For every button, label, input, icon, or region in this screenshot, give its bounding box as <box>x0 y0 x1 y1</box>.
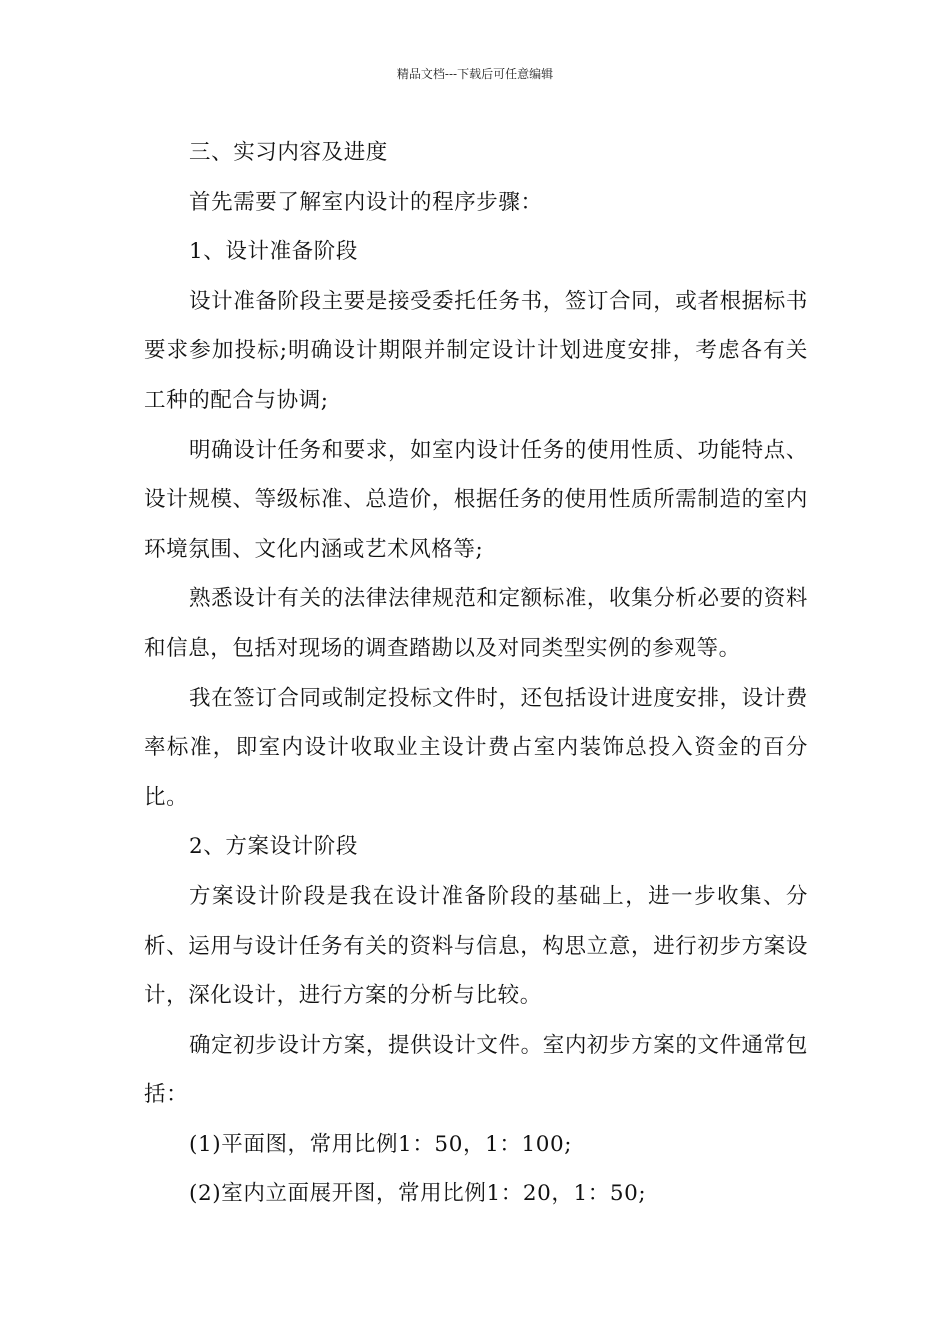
document-body <box>144 128 808 1219</box>
paragraph-preparation-1: 设计准备阶段主要是接受委托任务书，签订合同，或者根据标书要求参加投标;明确设计期限并制定设计计划进度安排，考虑各有关工种的配合与协调; <box>144 288 808 413</box>
list-item-1: (1)平面图，常用比例1：50，1：100; <box>189 1131 573 1157</box>
paragraph-scheme-1: 方案设计阶段是我在设计准备阶段的基础上，进一步收集、分析、运用与设计任务有关的资料与信息，构思立意，进行初步方案设计，深化设计，进行方案的分析与比较。 <box>144 883 808 1009</box>
paragraph-preparation-2: 明确设计任务和要求，如室内设计任务的使用性质、功能特点、设计规模、等级标准、总造价，根据任务的使用性质所需制造的室内环境氛围、文化内涵或艺术风格等; <box>144 437 808 562</box>
section-heading: 三、实习内容及进度 <box>189 140 388 165</box>
paragraph-preparation-3: 熟悉设计有关的法律法律规范和定额标准，收集分析必要的资料和信息，包括对现场的调查踏勘以及对同类型实例的参观等。 <box>144 586 808 661</box>
intro-paragraph: 首先需要了解室内设计的程序步骤： <box>189 189 543 215</box>
paragraph-scheme-2: 确定初步设计方案，提供设计文件。室内初步方案的文件通常包括： <box>144 1032 808 1108</box>
subsection-heading-2: 2、方案设计阶段 <box>189 834 358 860</box>
list-item-2: (2)室内立面展开图，常用比例1：20，1：50; <box>189 1181 647 1207</box>
page-header: 精品文档---下载后可任意编辑 <box>396 67 554 81</box>
subsection-heading-1: 1、设计准备阶段 <box>189 239 358 265</box>
paragraph-preparation-4: 我在签订合同或制定投标文件时，还包括设计进度安排，设计费率标准，即室内设计收取业主设计费占室内装饰总投入资金的百分比。 <box>144 685 808 810</box>
